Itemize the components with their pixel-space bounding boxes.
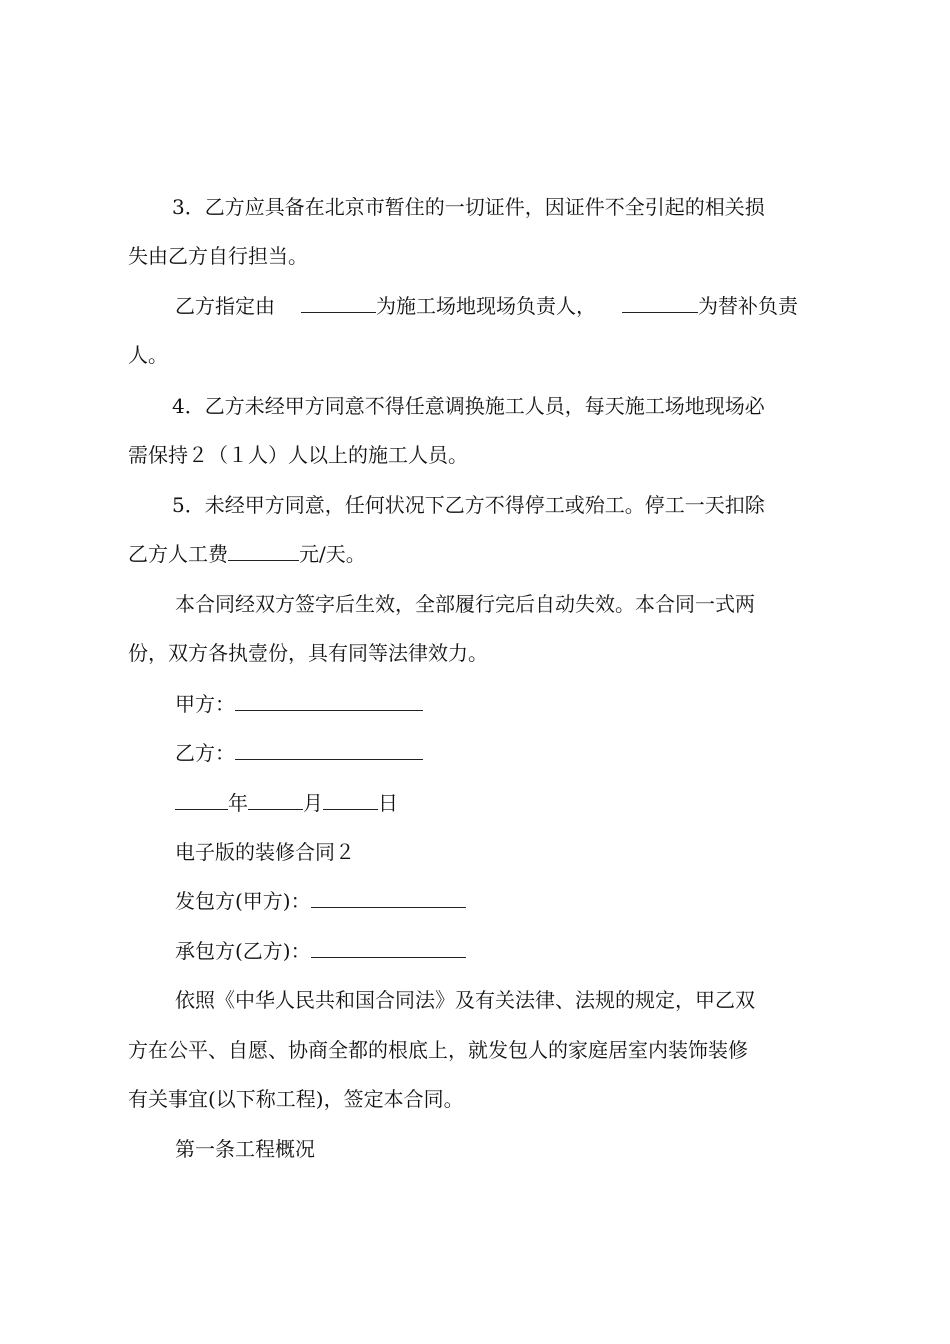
site-manager-blank [301,292,376,313]
party-b-blank [235,739,423,760]
day-label: 日 [378,791,398,815]
deputy-manager-blank [622,292,698,313]
contractor-out-label: 发包方(甲方)： [175,889,311,913]
party-a-blank [235,690,423,711]
labor-fee-suffix: 元/天。 [299,542,366,566]
month-label: 月 [303,791,323,815]
year-blank [175,789,228,810]
party-a-label: 甲方： [175,692,235,716]
date-line [175,789,398,817]
effect-line-1: 本合同经双方签字后生效，全部履行完后自动失效。本合同一式两 [175,592,755,616]
contractor-out-line [175,887,466,915]
labor-fee-blank [228,540,299,561]
article-1-heading: 第一条工程概况 [175,1137,315,1161]
effect-line-2: 份，双方各执壹份，具有同等法律效力。 [128,641,488,665]
designation-line-2: 人。 [128,343,168,367]
clause-5-line-1: 5．未经甲方同意，任何状况下乙方不得停工或殆工。停工一天扣除 [172,493,765,517]
clause-4-line-2: 需保持２（１人）人以上的施工人员。 [128,443,468,467]
contractor-in-blank [311,937,466,958]
designation-mid: 为施工场地现场负责人， [376,294,596,318]
month-blank [248,789,303,810]
clause-5-line-2 [128,540,366,568]
clause-3-line-2: 失由乙方自行担当。 [128,244,308,268]
designation-prefix: 乙方指定由 [175,294,275,318]
designation-suffix: 为替补负责 [698,294,798,318]
intro-line-1: 依照《中华人民共和国合同法》及有关法律、法规的规定，甲乙双 [175,988,755,1012]
labor-fee-prefix: 乙方人工费 [128,542,228,566]
day-blank [323,789,378,810]
intro-line-2: 方在公平、自愿、协商全都的根底上，就发包人的家庭居室内装饰装修 [128,1038,748,1062]
designation-line-1 [175,292,798,320]
clause-3-line-1: 3．乙方应具备在北京市暂住的一切证件，因证件不全引起的相关损 [172,195,765,219]
party-a-signature-line [175,690,423,718]
intro-line-3: 有关事宜(以下称工程)，签定本合同。 [128,1087,464,1111]
party-b-label: 乙方： [175,741,235,765]
contract-2-title: 电子版的装修合同２ [175,840,355,864]
clause-4-line-1: 4．乙方未经甲方同意不得任意调换施工人员，每天施工场地现场必 [172,394,765,418]
contractor-in-label: 承包方(乙方)： [175,939,311,963]
year-label: 年 [228,791,248,815]
contractor-out-blank [311,887,466,908]
party-b-signature-line [175,739,423,767]
contractor-in-line [175,937,466,965]
